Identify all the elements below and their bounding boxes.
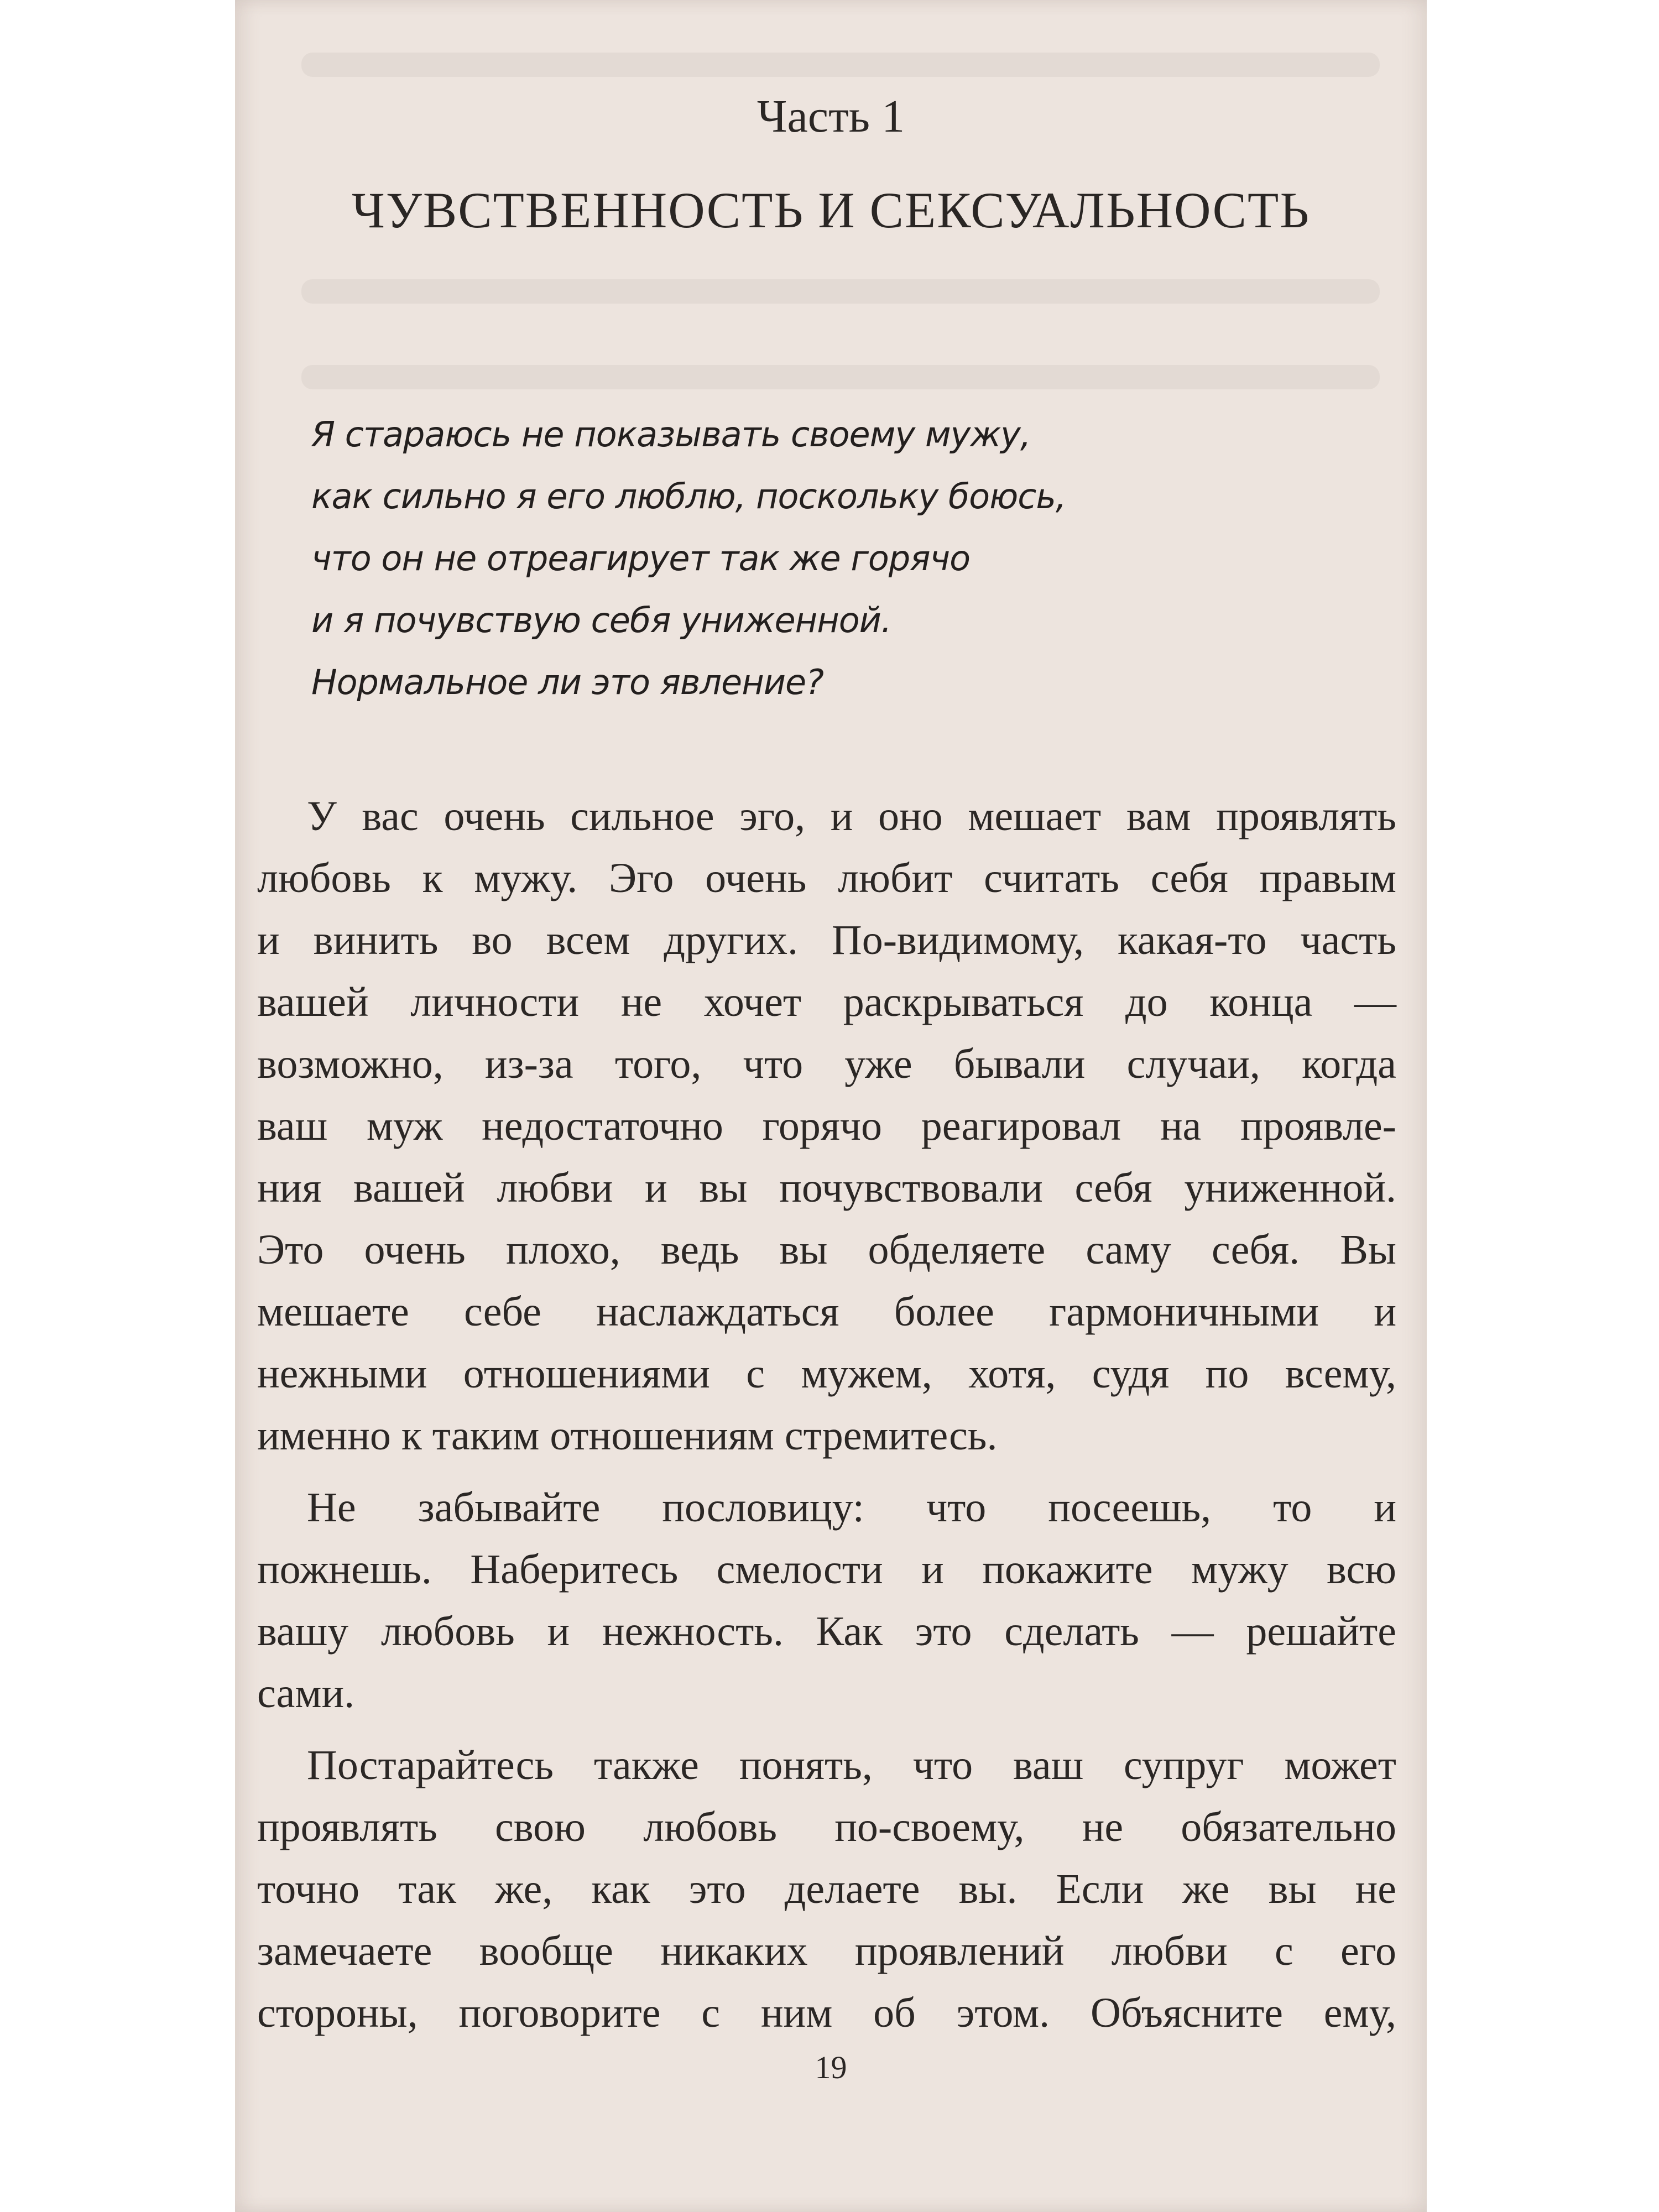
text-line: возможно, из-за того, что уже бывали случаи, когда [257,1041,1396,1087]
text-line: Это очень плохо, ведь вы обделяете саму себя. Вы [257,1227,1396,1273]
text-line: Не забывайте пословицу: что посеешь, то и [307,1484,1396,1531]
text-line: У вас очень сильное эго, и оно мешает вам проявлять [307,793,1396,839]
part-title: ЧУВСТВЕННОСТЬ И СЕКСУАЛЬНОСТЬ [351,182,1311,238]
show-through-text [301,365,1380,389]
text-line: точно так же, как это делаете вы. Если же вы не [257,1866,1396,1912]
show-through-text [301,279,1380,304]
text-line: замечаете вообще никаких проявлений любви с его [257,1928,1396,1974]
paragraph [257,1734,1396,2044]
answer-text [257,785,1396,2044]
text-line: пожнешь. Наберитесь смелости и покажите мужу всю [257,1546,1396,1593]
text-line: мешаете себе наслаждаться более гармоничными и [257,1288,1396,1335]
text-line: любовь к мужу. Эго очень любит считать себя правым [257,855,1396,901]
text-line: ния вашей любви и вы почувствовали себя униженной. [257,1165,1396,1211]
question-line: как сильно я его люблю, поскольку боюсь, [311,476,1066,517]
text-line: и винить во всем других. По-видимому, какая-то часть [257,917,1396,963]
text-line: ваш муж недостаточно горячо реагировал на проявле- [257,1103,1396,1149]
question-line: и я почувствую себя униженной. [311,600,891,640]
question-line: что он не отреагирует так же горячо [311,538,971,578]
text-line: стороны, поговорите с ним об этом. Объясните ему, [257,1990,1396,2036]
question-block [311,404,1362,713]
question-line: Я стараюсь не показывать своему мужу, [311,414,1031,455]
paragraph [257,1477,1396,1724]
text-line: Постарайтесь также понять, что ваш супруг может [307,1742,1396,1788]
show-through-text [301,53,1380,77]
book-page [235,0,1427,2212]
text-line: вашу любовь и нежность. Как это сделать — решайте [257,1608,1396,1655]
text-line: проявлять свою любовь по-своему, не обязательно [257,1804,1396,1850]
text-line: нежными отношениями с мужем, хотя, судя по всему, [257,1350,1396,1397]
text-line: сами. [257,1670,355,1717]
part-label: Часть 1 [757,91,905,142]
paragraph [257,785,1396,1467]
page-number: 19 [815,2049,847,2085]
question-line: Нормальное ли это явление? [311,662,824,702]
text-line: вашей личности не хочет раскрываться до конца — [257,979,1396,1025]
text-line: именно к таким отношениям стремитесь. [257,1412,998,1459]
